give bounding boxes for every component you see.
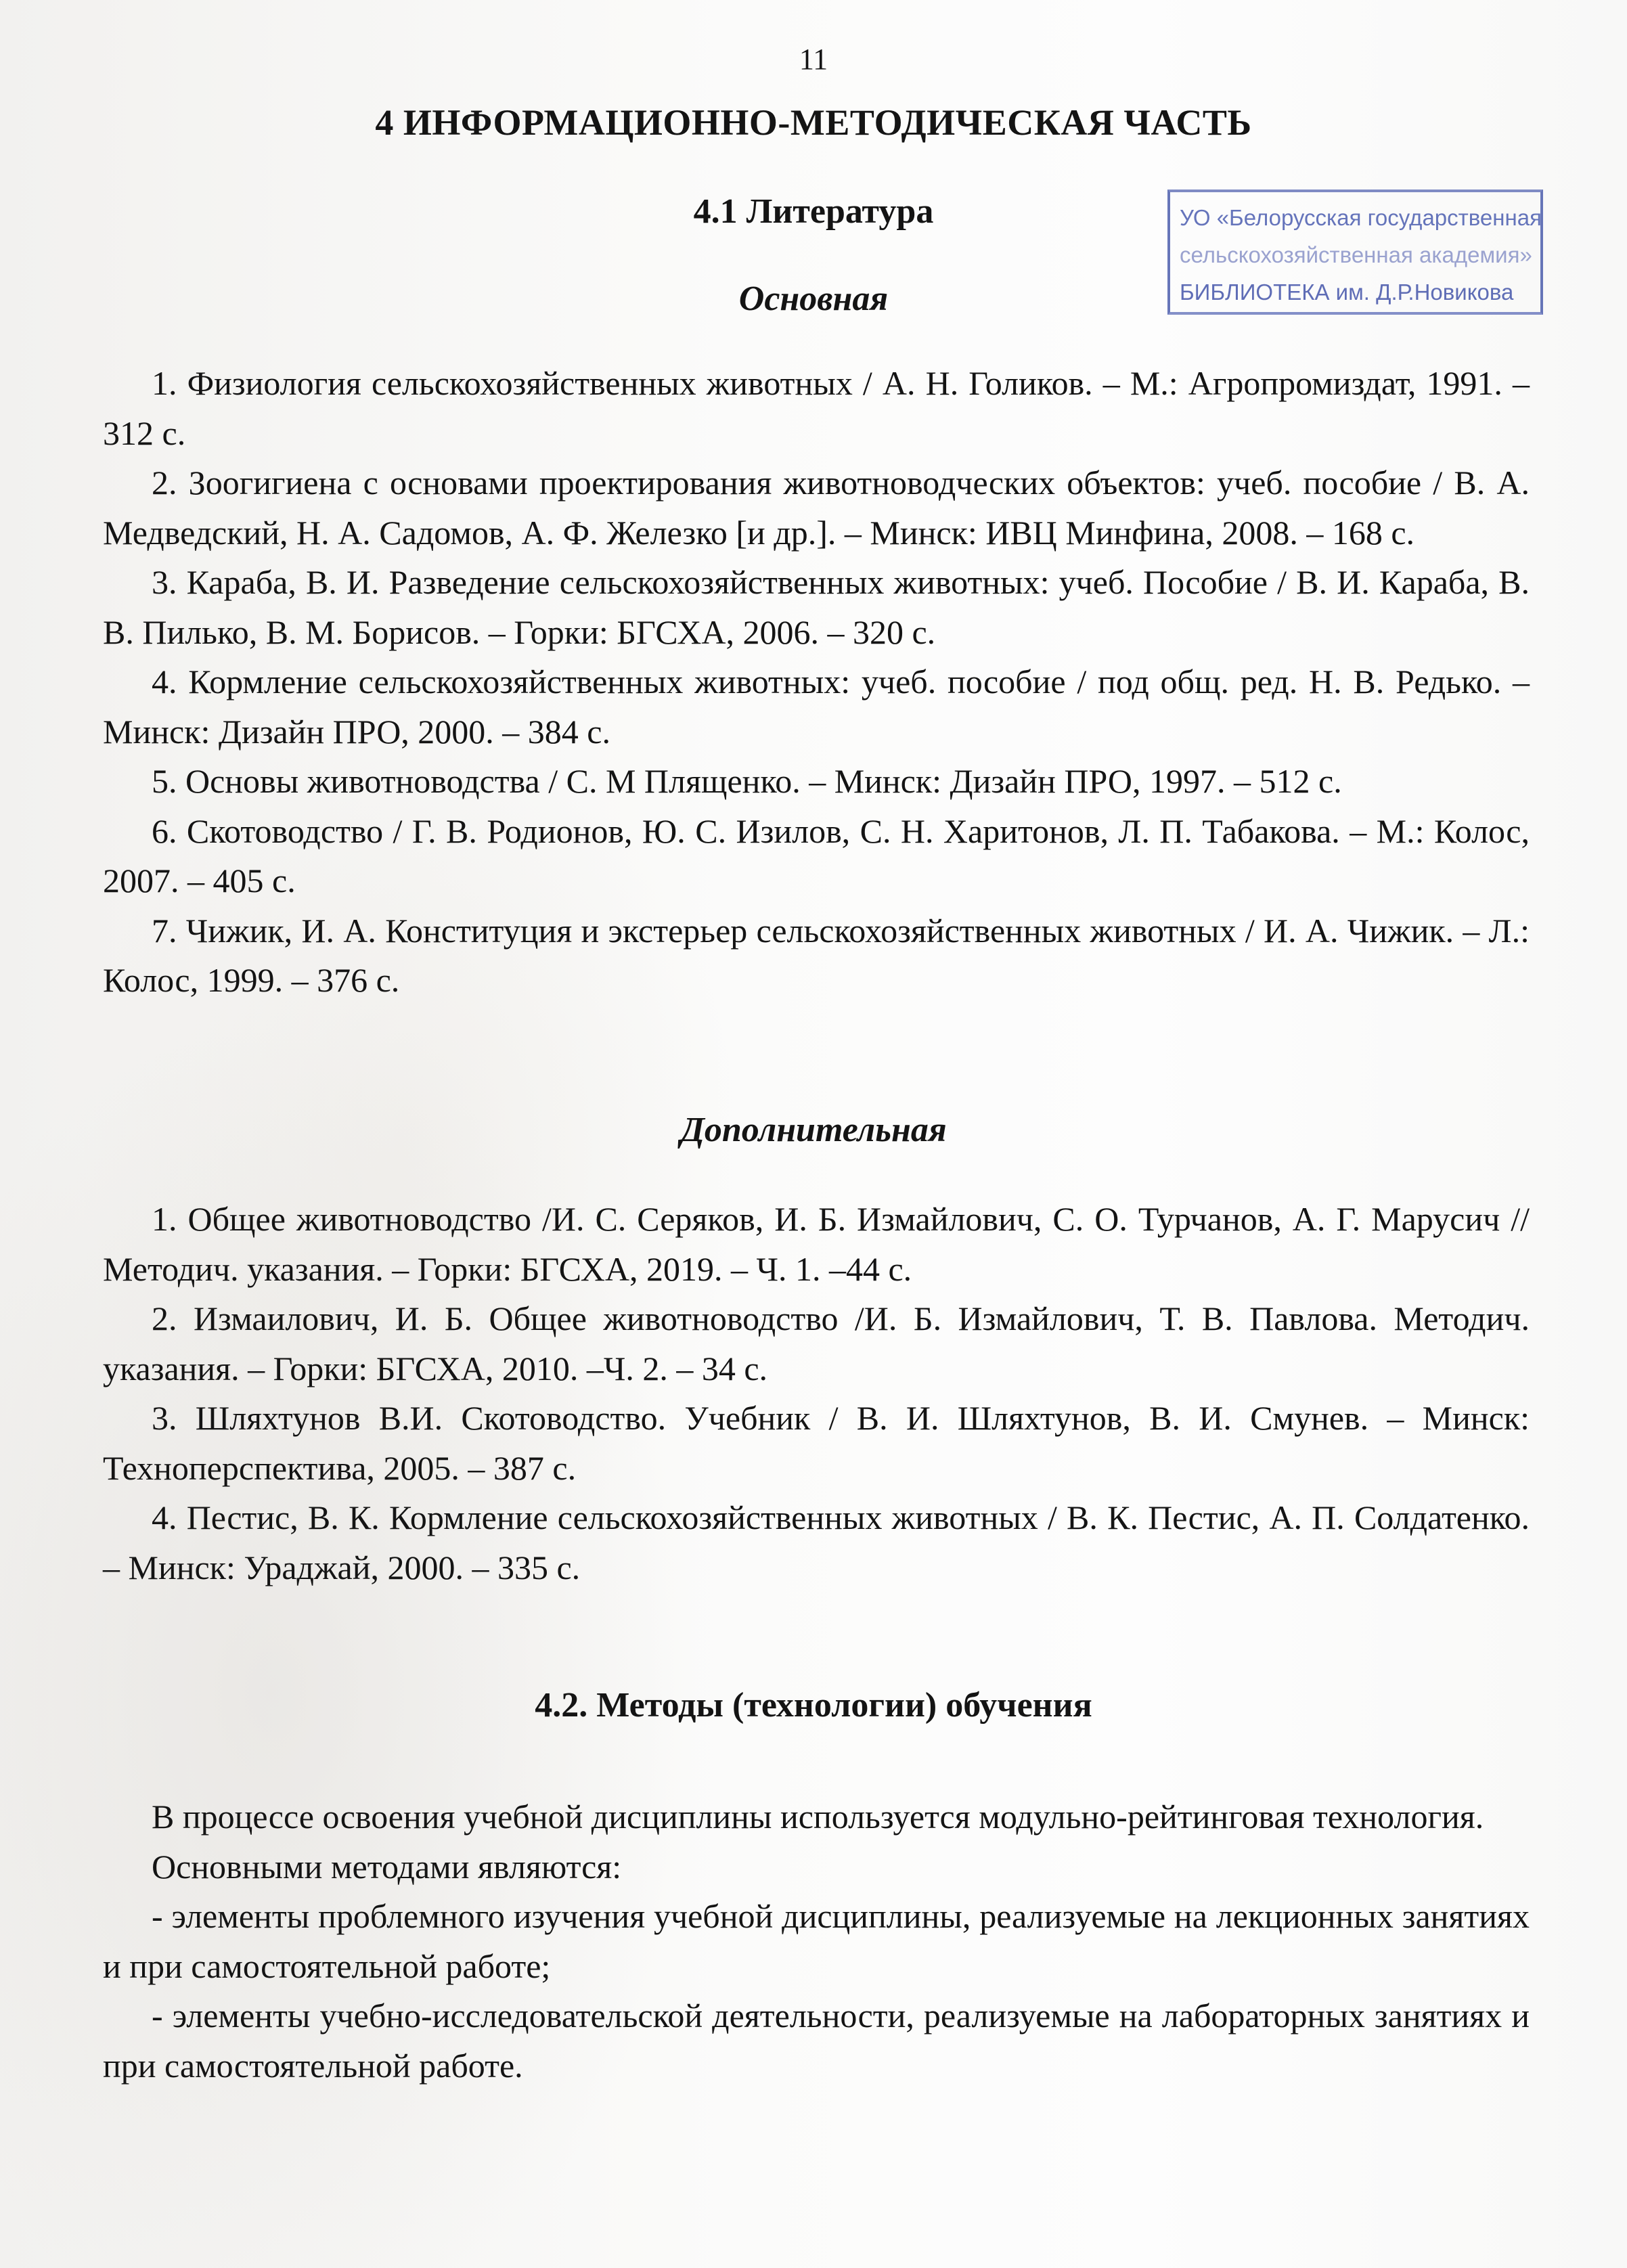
methods-text [103,1792,1530,2091]
reference-item: 3. Шляхтунов В.И. Скотоводство. Учебник / В. И. Шляхтунов, В. И. Смунев. – Минск: Техноперспектива, 2005. – 387 с. [103,1399,1530,1487]
reference-item: 1. Физиология сельскохозяйственных животных / А. Н. Голиков. – М.: Агропромиздат, 1991. – 312 с. [103,364,1530,452]
reference-item: 2. Измаилович, И. Б. Общее животноводство /И. Б. Измайлович, Т. В. Павлова. Методич. указания. – Горки: БГСХА, 2010. –Ч. 2. – 34 с. [103,1299,1530,1387]
reference-item: 4. Кормление сельскохозяйственных животных: учеб. пособие / под общ. ред. Н. В. Редько. – Минск: Дизайн ПРО, 2000. – 384 с. [103,663,1530,751]
reference-item: 1. Общее животноводство /И. С. Серяков, И. Б. Измайлович, С. О. Турчанов, А. Г. Марусич // Методич. указания. – Горки: БГСХА, 2019. – Ч. 1. –44 с. [103,1200,1530,1288]
methods-paragraph: - элементы проблемного изучения учебной дисциплины, реализуемые на лекционных занятиях и при самостоятельной работе; [103,1897,1530,1985]
chapter-title: 4 ИНФОРМАЦИОННО-МЕТОДИЧЕСКАЯ ЧАСТЬ [375,102,1252,143]
reference-item: 5. Основы животноводства / С. М Плященко. – Минск: Дизайн ПРО, 1997. – 512 с. [152,762,1342,800]
methods-paragraph: Основными методами являются: [152,1847,622,1886]
literature-section-title: 4.1 Литература [693,192,934,231]
reference-item: 7. Чижик, И. А. Конституция и экстерьер сельскохозяйственных животных / И. А. Чижик. – Л.: Колос, 1999. – 376 с. [103,911,1530,999]
stamp-line-2: сельскохозяйственная академия» [1180,242,1532,267]
main-literature-title: Основная [738,280,889,318]
additional-literature-title: Дополнительная [680,1111,947,1149]
reference-item: 4. Пестис, В. К. Кормление сельскохозяйственных животных / В. К. Пестис, А. П. Солдатенко. – Минск: Ураджай, 2000. – 335 с. [103,1498,1530,1586]
page-number: 11 [799,43,828,76]
main-literature-list [103,359,1530,1006]
methods-paragraph: В процессе освоения учебной дисциплины используется модульно-рейтинговая технология. [152,1798,1484,1836]
methods-paragraph: - элементы учебно-исследовательской деятельности, реализуемые на лабораторных занятиях и при самостоятельной работе. [103,1997,1530,2085]
reference-item: 3. Караба, В. И. Разведение сельскохозяйственных животных: учеб. Пособие / В. И. Караба, В. В. Пилько, В. М. Борисов. – Горки: БГСХА, 2006. – 320 с. [103,563,1530,651]
additional-literature-list [103,1195,1530,1593]
reference-item: 2. Зоогигиена с основами проектирования животноводческих объектов: учеб. пособие / В. А. Медведский, Н. А. Садомов, А. Ф. Железко [и др.]. – Минск: ИВЦ Минфина, 2008. – 168 с. [103,464,1530,552]
methods-section-title: 4.2. Методы (технологии) обучения [535,1686,1092,1725]
stamp-line-3: БИБЛИОТЕКА им. Д.Р.Новикова [1180,280,1514,305]
stamp-line-1: УО «Белорусская государственная [1180,205,1542,230]
reference-item: 6. Скотоводство / Г. В. Родионов, Ю. С. Изилов, С. Н. Харитонов, Л. П. Табакова. – М.: Колос, 2007. – 405 с. [103,811,1530,899]
